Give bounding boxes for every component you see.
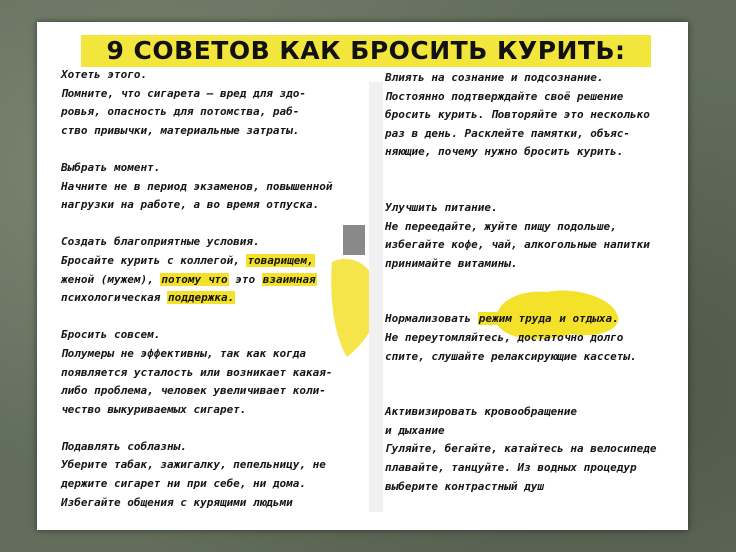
highlighted-text: потому что xyxy=(161,272,228,286)
text-segment: психологическая xyxy=(61,291,167,305)
tip-line: Не переедайте, жуйте пищу подольше, xyxy=(385,219,617,233)
highlighted-text: режим труда xyxy=(478,312,552,326)
tip-line: и дыхание xyxy=(385,423,445,437)
section-gap xyxy=(385,366,685,403)
tip-line: Начните не в период экзаменов, повышенной xyxy=(61,179,333,193)
section-gap xyxy=(61,308,361,327)
highlighted-text: поддержка. xyxy=(167,291,235,305)
tip-heading: Улучшить питание. xyxy=(385,200,498,214)
tip-line: Помните, что сигарета – вред для здо- xyxy=(61,86,307,100)
tip-heading: Выбрать момент. xyxy=(61,160,161,174)
tip-line: Гуляйте, бегайте, катайтесь на велосипеде xyxy=(385,442,657,456)
text-segment: и отдыха. xyxy=(552,312,619,326)
tip-line: ровья, опасность для потомства, раб- xyxy=(61,105,300,119)
tip-line: держите сигарет ни при себе, ни дома. xyxy=(61,477,307,491)
tip-line: Не переутомляйтесь, достаточно долго xyxy=(385,330,624,344)
tip-line: бросить курить. Повторяйте это несколько xyxy=(385,108,650,122)
section-gap xyxy=(61,140,361,159)
tip-heading: Создать благоприятные условия. xyxy=(61,235,260,249)
right-column xyxy=(385,69,685,496)
tip-line: появляется усталость или возникает какая- xyxy=(61,365,333,379)
tip-line: Полумеры не эффективны, так как когда xyxy=(61,346,307,360)
text-segment: женой (мужем), xyxy=(61,272,161,286)
tip-heading xyxy=(385,310,685,329)
tip-heading: Подавлять соблазны. xyxy=(61,439,187,453)
page-title: 9 СОВЕТОВ КАК БРОСИТЬ КУРИТЬ: xyxy=(81,35,651,67)
highlighted-text: взаимная xyxy=(262,272,316,286)
highlighted-text: товарищем, xyxy=(247,253,314,267)
text-segment: это xyxy=(228,272,262,286)
tip-line: Постоянно подтверждайте своё решение xyxy=(385,89,624,103)
tip-line: ство привычки, материальные затраты. xyxy=(61,123,300,137)
section-gap xyxy=(61,215,361,234)
tip-line xyxy=(61,252,361,271)
tip-line xyxy=(61,289,361,308)
document-page xyxy=(37,22,688,530)
tip-line: Уберите табак, зажигалку, пепельницу, не xyxy=(61,458,326,472)
tip-heading: Хотеть этого. xyxy=(61,68,148,81)
tip-line xyxy=(61,271,361,290)
tip-line: выберите контрастный душ xyxy=(385,479,544,493)
gray-scan-bar xyxy=(369,82,383,512)
left-column xyxy=(61,66,361,512)
text-segment: Бросайте курить с коллегой, xyxy=(61,253,247,267)
tip-line: плавайте, танцуйте. Из водных процедур xyxy=(385,460,637,474)
tip-line: спите, слушайте релаксирующие кассеты. xyxy=(385,349,637,363)
tip-line: няющие, почему нужно бросить курить. xyxy=(385,145,624,159)
section-gap xyxy=(385,273,685,310)
tip-line: либо проблема, человек увеличивает коли- xyxy=(61,384,326,398)
tip-line: принимайте витамины. xyxy=(385,256,518,270)
tip-heading: Активизировать кровообращение xyxy=(385,405,578,419)
text-segment: Нормализовать xyxy=(385,312,478,326)
tip-heading: Бросить совсем. xyxy=(61,328,161,342)
tip-line: чество выкуриваемых сигарет. xyxy=(61,402,247,416)
tip-line: Избегайте общения с курящими людьми xyxy=(61,495,293,509)
section-gap xyxy=(61,419,361,438)
tip-heading: Влиять на сознание и подсознание. xyxy=(385,71,604,84)
tip-line: нагрузки на работе, а во время отпуска. xyxy=(61,198,320,212)
tip-line: раз в день. Расклейте памятки, объяс- xyxy=(385,126,631,140)
tip-line: избегайте кофе, чай, алкогольные напитки xyxy=(385,238,650,252)
section-gap xyxy=(385,162,685,199)
